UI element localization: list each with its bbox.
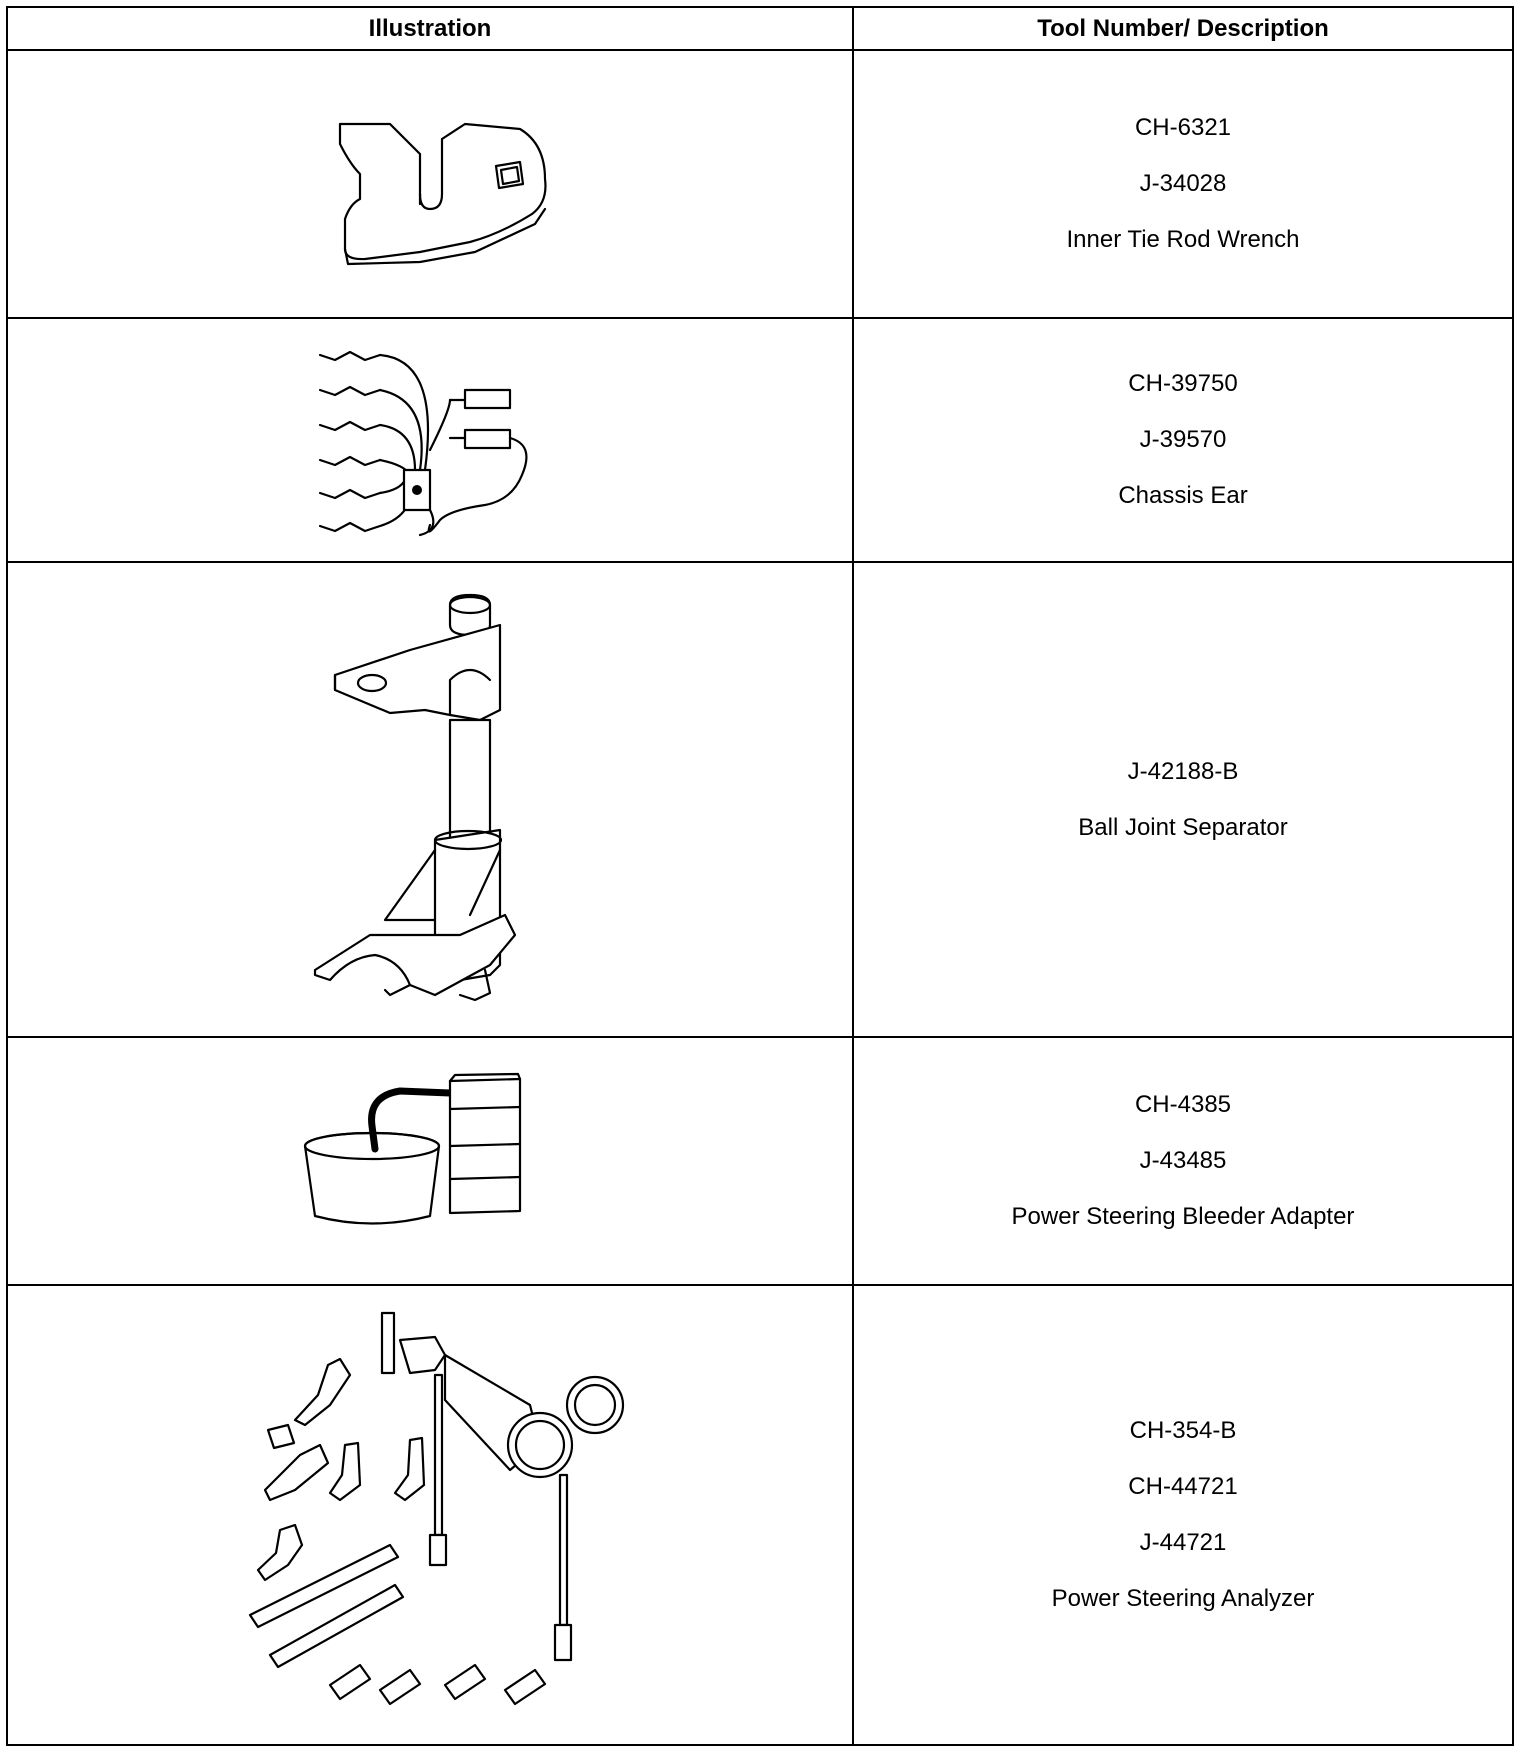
tool-number: CH-39750 <box>1128 370 1238 397</box>
tool-number: CH-354-B <box>1129 1417 1237 1444</box>
tool-description: Power Steering Bleeder Adapter <box>1011 1203 1355 1230</box>
inner-tie-rod-wrench-icon <box>270 84 590 284</box>
table-row <box>8 51 1512 319</box>
table-row <box>8 563 1512 1038</box>
illustration-cell <box>8 1038 854 1284</box>
tool-number: CH-6321 <box>1134 114 1232 141</box>
description-cell <box>854 1286 1512 1744</box>
tool-description: Power Steering Analyzer <box>1051 1585 1315 1612</box>
description-cell <box>854 319 1512 561</box>
bleeder-adapter-icon <box>300 1071 560 1251</box>
ball-joint-separator-icon <box>300 585 560 1015</box>
tool-number: J-44721 <box>1139 1529 1227 1556</box>
header-illustration: Illustration <box>8 8 854 49</box>
illustration-cell <box>8 563 854 1036</box>
power-steering-analyzer-icon <box>210 1295 650 1735</box>
table-row <box>8 1038 1512 1286</box>
tool-number: J-34028 <box>1139 170 1227 197</box>
table-row <box>8 1286 1512 1744</box>
tool-description: Ball Joint Separator <box>1078 813 1288 841</box>
description-cell <box>854 563 1512 1036</box>
tool-description: Inner Tie Rod Wrench <box>1066 226 1300 253</box>
description-cell <box>854 1038 1512 1284</box>
tool-number: J-42188-B <box>1127 757 1239 785</box>
tool-description: Chassis Ear <box>1118 482 1248 509</box>
illustration-cell <box>8 319 854 561</box>
table-row <box>8 319 1512 563</box>
tool-number: CH-4385 <box>1134 1091 1232 1118</box>
illustration-cell <box>8 51 854 317</box>
chassis-ear-kit-icon <box>300 330 560 550</box>
tool-table <box>6 6 1514 1746</box>
header-description: Tool Number/ Description <box>1037 14 1329 42</box>
table-header-row <box>8 8 1512 51</box>
tool-number: CH-44721 <box>1128 1473 1238 1500</box>
description-cell <box>854 51 1512 317</box>
tool-number: J-43485 <box>1139 1147 1227 1174</box>
illustration-cell <box>8 1286 854 1744</box>
tool-number: J-39570 <box>1139 426 1227 453</box>
